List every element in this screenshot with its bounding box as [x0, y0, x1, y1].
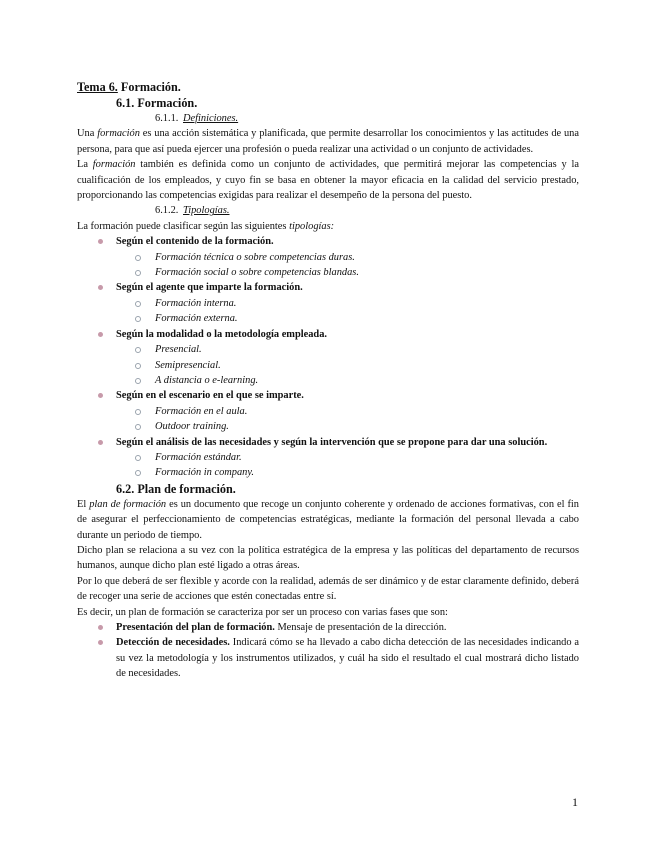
- circle-bullet-icon: [135, 316, 141, 322]
- term-italic: tipologías:: [289, 220, 335, 232]
- text-run: La formación puede clasificar según las siguientes: [77, 220, 290, 232]
- subsection-heading-6-1-1: [77, 111, 579, 126]
- circle-bullet-icon: [135, 378, 141, 384]
- term-italic: formación: [97, 128, 140, 140]
- circle-bullet-icon: [135, 424, 141, 430]
- subsection-label: Tipologías.: [183, 205, 230, 217]
- chapter-title: [77, 79, 579, 95]
- bullet-icon: [98, 393, 103, 398]
- paragraph-plan-4: Es decir, un plan de formación se caracteriza por ser un proceso con varias fases que son:: [77, 606, 448, 618]
- tipologia-item: [77, 327, 579, 389]
- bullet-icon: [98, 625, 103, 630]
- circle-bullet-icon: [135, 270, 141, 276]
- subitem-text: Presencial.: [155, 344, 202, 356]
- paragraph-definition-1: [77, 126, 579, 157]
- circle-bullet-icon: [135, 455, 141, 461]
- tipologia-sublist: [116, 250, 579, 281]
- tipologia-subitem: [77, 311, 579, 326]
- subitem-text: Formación técnica o sobre competencias duras.: [155, 251, 355, 263]
- tipologia-label: Según la modalidad o la metodología empleada.: [116, 328, 328, 340]
- tipologia-subitem: [77, 342, 579, 357]
- tipologia-label: Según el contenido de la formación.: [116, 236, 274, 248]
- tipologia-item: [77, 388, 579, 434]
- text-run: El: [77, 498, 90, 510]
- tipologia-label: Según el agente que imparte la formación.: [116, 282, 303, 294]
- tipologia-sublist: [116, 296, 579, 327]
- fases-list: [77, 620, 579, 682]
- tipologia-subitem: [77, 373, 579, 388]
- paragraph-definition-2: [77, 157, 579, 203]
- subsection-heading-6-1-2: [77, 203, 579, 218]
- circle-bullet-icon: [135, 409, 141, 415]
- subsection-number: 6.1.1.: [155, 113, 179, 124]
- tipologia-subitem: [77, 358, 579, 373]
- subitem-text: Formación in company.: [155, 467, 254, 479]
- bullet-icon: [98, 640, 103, 645]
- fase-text: Indicará cómo se ha llevado a cabo dicha detección de las necesidades indicando a su vez la metodología y los instrumentos utilizados, y cuál ha sido el resultado el cual mostrará dicho listado de necesidades.: [116, 637, 579, 680]
- bullet-icon: [98, 332, 103, 337]
- fase-label: Presentación del plan de formación.: [116, 622, 275, 633]
- bullet-icon: [98, 440, 103, 445]
- tipologia-subitem: [77, 465, 579, 480]
- tipologia-subitem: [77, 296, 579, 311]
- text-run: es una acción sistemática y planificada, que permite desarrollar los conocimientos y las actitudes de una persona, para que así pueda ejercer una profesión o pueda realizar una actividad o un conjunto de actividades.: [77, 128, 579, 155]
- tipologia-item: [77, 280, 579, 326]
- text-run: también es definida como un conjunto de actividades, que permitirá mejorar las competencias y la cualificación de los empleados, y cuyo fin se basa en obtener la mayor eficacia en la calidad del servicio prestado, proporcionando las competencias exigidas para realizar el desempeño de la persona del puesto.: [77, 159, 579, 202]
- chapter-number: Tema 6.: [77, 80, 118, 94]
- circle-bullet-icon: [135, 363, 141, 369]
- subitem-text: Formación estándar.: [155, 451, 242, 463]
- subitem-text: Formación social o sobre competencias blandas.: [155, 267, 359, 279]
- circle-bullet-icon: [135, 470, 141, 476]
- subitem-text: A distancia o e-learning.: [155, 374, 259, 386]
- tipologia-subitem: [77, 419, 579, 434]
- page-number: 1: [572, 795, 578, 809]
- circle-bullet-icon: [135, 255, 141, 261]
- paragraph-tipologias-intro: [77, 219, 579, 234]
- subitem-text: Formación interna.: [155, 297, 237, 309]
- tipologia-sublist: [116, 342, 579, 388]
- text-run: La: [77, 159, 93, 171]
- subitem-text: Formación en el aula.: [155, 405, 248, 417]
- fase-item: [77, 635, 579, 681]
- tipologia-subitem: [77, 404, 579, 419]
- section-heading-6-1: 6.1. Formación.: [116, 96, 198, 110]
- tipologia-label: Según en el escenario en el que se imparte.: [116, 390, 304, 402]
- fase-item: [77, 620, 579, 635]
- subitem-text: Formación externa.: [155, 313, 238, 325]
- tipologia-subitem: [77, 250, 579, 265]
- subsection-number: 6.1.2.: [155, 205, 179, 217]
- circle-bullet-icon: [135, 347, 141, 353]
- subsection-label: Definiciones.: [183, 113, 239, 124]
- fase-label: Detección de necesidades.: [116, 637, 230, 649]
- tipologia-subitem: [77, 265, 579, 280]
- page-content: [77, 79, 579, 682]
- tipologia-item: [77, 435, 579, 481]
- tipologias-list: [77, 234, 579, 481]
- text-run: es un documento que recoge un conjunto coherente y ordenado de acciones formativas, con el fin de asegurar el perfeccionamiento de competencias estratégicas, mediante la formación del personal llevada a cabo durante un periodo de tiempo.: [77, 498, 579, 541]
- subitem-text: Semipresencial.: [155, 359, 221, 371]
- circle-bullet-icon: [135, 301, 141, 307]
- term-italic: formación: [92, 159, 136, 171]
- tipologia-label: Según el análisis de las necesidades y según la intervención que se propone para dar una solución.: [116, 436, 548, 448]
- tipologia-subitem: [77, 450, 579, 465]
- fase-text: Mensaje de presentación de la dirección.: [274, 622, 447, 633]
- tipologia-sublist: [116, 404, 579, 435]
- text-run: Una: [77, 128, 98, 140]
- section-heading-6-2: 6.2. Plan de formación.: [116, 481, 236, 496]
- tipologia-item: [77, 234, 579, 280]
- paragraph-plan-2: Dicho plan se relaciona a su vez con la política estratégica de la empresa y las políticas del departamento de recursos humanos, aunque dicho plan esté ligado a otras áreas.: [77, 544, 579, 572]
- bullet-icon: [98, 285, 103, 290]
- paragraph-plan-1: [77, 497, 579, 543]
- paragraph-plan-3: Por lo que deberá de ser flexible y acorde con la realidad, además de ser dinámico y de estar claramente definido, deberá de recoger una serie de acciones que estén conectadas entre sí.: [77, 575, 579, 603]
- chapter-title-text: Formación.: [117, 80, 181, 94]
- tipologia-sublist: [116, 450, 579, 481]
- term-italic: plan de formación: [89, 498, 167, 510]
- bullet-icon: [98, 239, 103, 244]
- subitem-text: Outdoor training.: [155, 421, 229, 433]
